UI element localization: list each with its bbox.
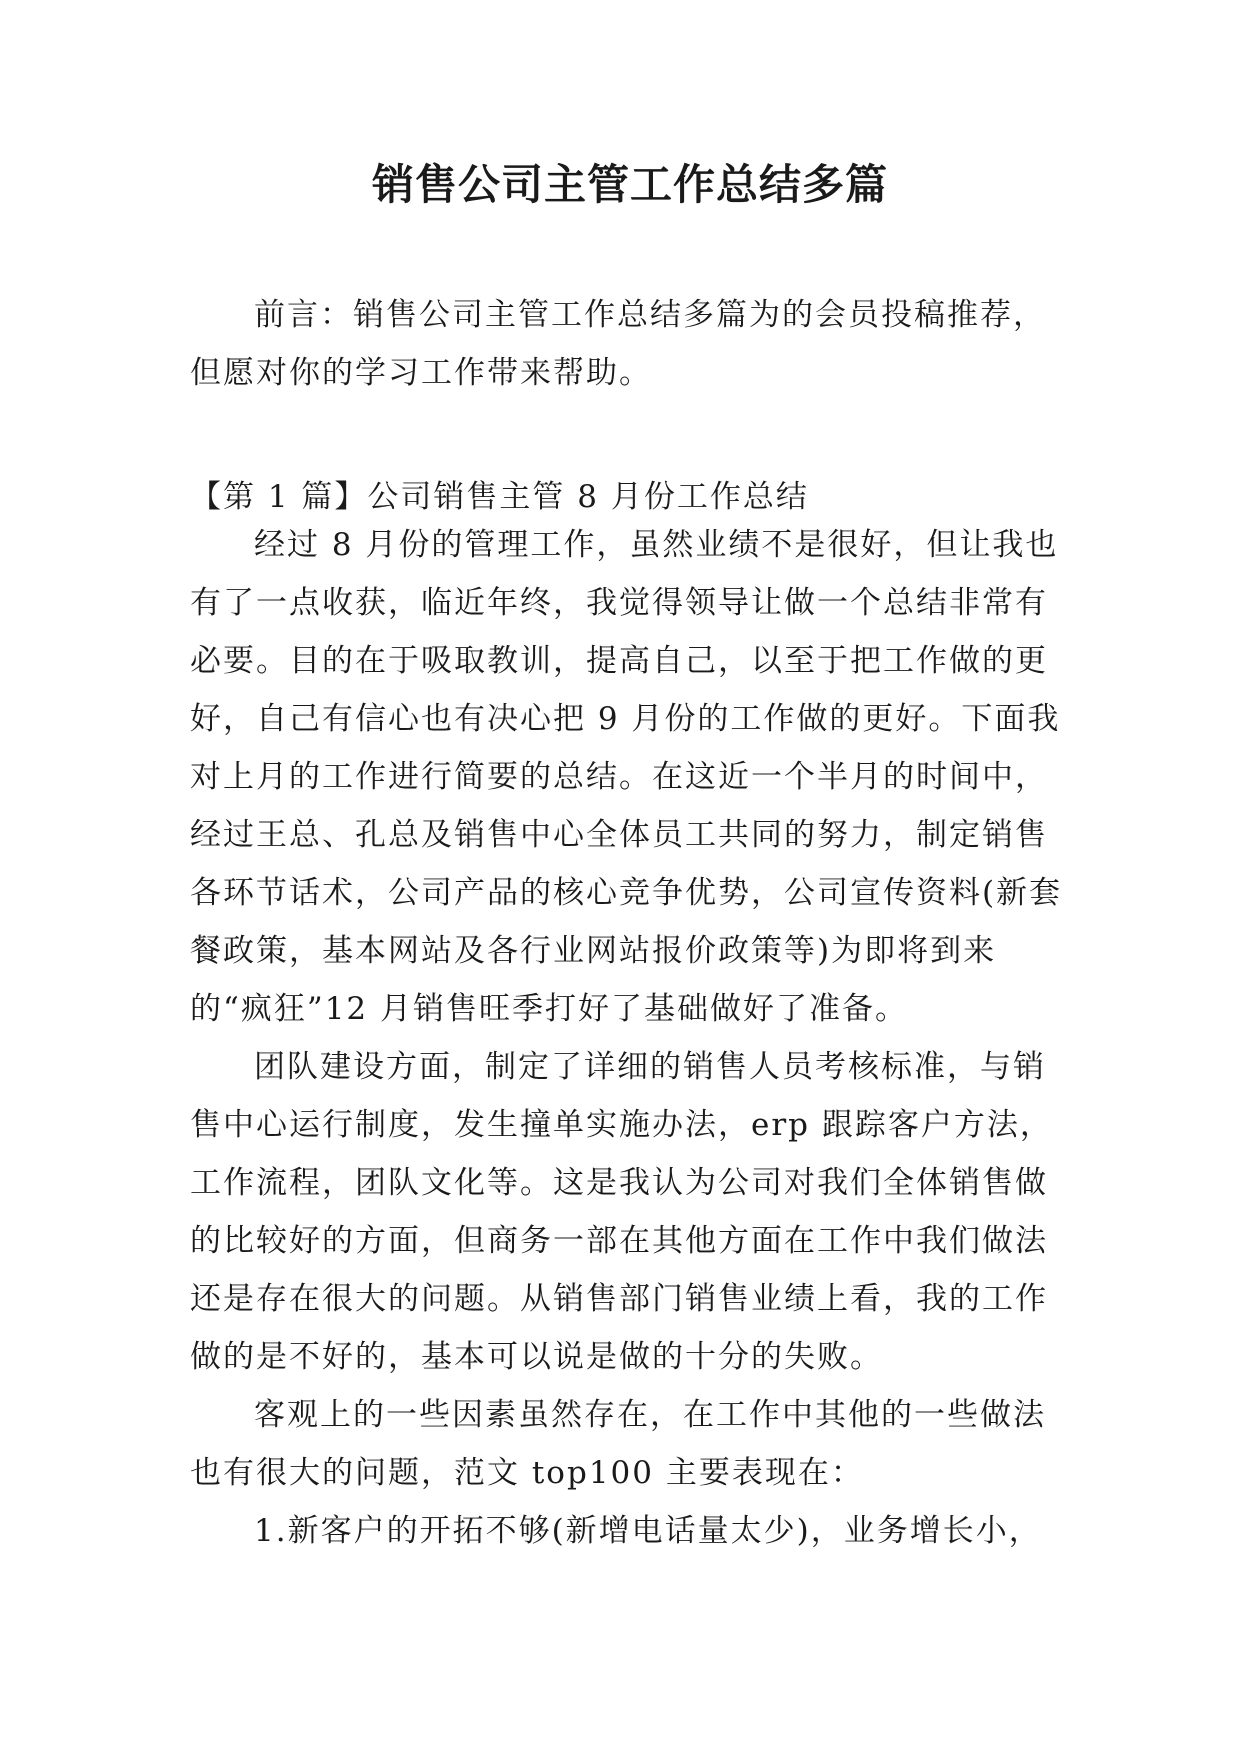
- body-paragraph: 经过 8 月份的管理工作，虽然业绩不是很好，但让我也有了一点收获，临近年终，我觉得领导让做一个总结非常有必要。目的在于吸取教训，提高自己，以至于把工作做的更好，自己有信心也有决心把 9 月份的工作做的更好。下面我对上月的工作进行简要的总结。在这近一个半月的时间中，经过王总、孔总及销售中心全体员工共同的努力，制定销售各环节话术，公司产品的核心竞争优势，公司宣传资料(新套餐政策，基本网站及各行业网站报价政策等)为即将到来的“疯狂”12 月销售旺季打好了基础做好了准备。: [190, 527, 1063, 1027]
- intro-paragraph: 前言：销售公司主管工作总结多篇为的会员投稿推荐，但愿对你的学习工作带来帮助。: [190, 297, 1046, 391]
- document-title: 销售公司主管工作总结多篇: [371, 160, 888, 209]
- section-heading: 【第 1 篇】公司销售主管 8 月份工作总结: [190, 479, 809, 515]
- section-body: [190, 516, 1070, 1560]
- body-paragraph: 客观上的一些因素虽然存在，在工作中其他的一些做法也有很大的问题，范文 top100 主要表现在：: [190, 1397, 1046, 1491]
- body-paragraph: 团队建设方面，制定了详细的销售人员考核标准，与销售中心运行制度，发生撞单实施办法，erp 跟踪客户方法，工作流程，团队文化等。这是我认为公司对我们全体销售做的比较好的方面，但商务一部在其他方面在工作中我们做法还是存在很大的问题。从销售部门销售业绩上看，我的工作做的是不好的，基本可以说是做的十分的失败。: [190, 1049, 1053, 1375]
- list-item: 1.新客户的开拓不够(新增电话量太少)，业务增长小，: [254, 1513, 1042, 1549]
